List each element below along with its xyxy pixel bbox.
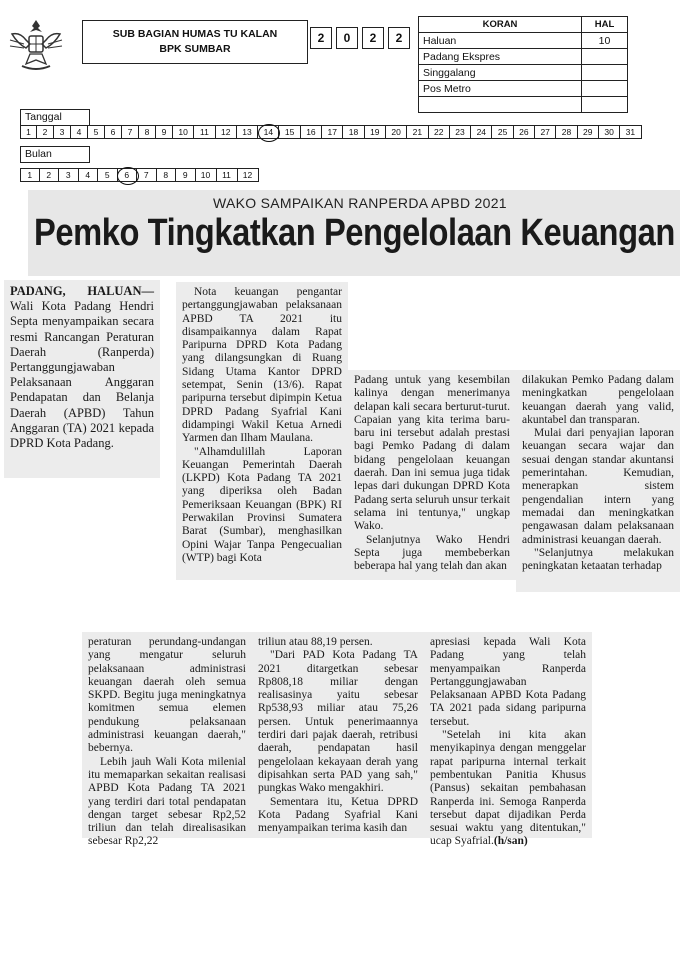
- article-paragraph: Selanjutnya Wako Hendri Septa juga membeberkan beberapa hal yang telah dan akan: [354, 533, 510, 573]
- newspaper-page: [582, 81, 628, 97]
- article-column-3: [348, 370, 516, 580]
- day-cell: 30: [599, 125, 620, 139]
- article-column-5: [82, 632, 252, 848]
- day-cell: 1: [20, 125, 37, 139]
- article-dateline: PADANG, HALUAN—: [10, 284, 154, 298]
- day-cell: 17: [322, 125, 343, 139]
- article-column-2: [176, 282, 348, 580]
- day-cell: 10: [173, 125, 194, 139]
- article-paragraph: Lebih jauh Wali Kota milenial itu memaparkan sekaitan realisasi APBD Kota Padang TA 2021 yang terdiri dari total pendapatan dengan target sebesar Rp2,52 triliun dan telah direalisasikan sebesar Rp2,22: [88, 755, 246, 848]
- day-cell: 23: [450, 125, 471, 139]
- article-paragraph: Sementara itu, Ketua DPRD Kota Padang Syafrial Kani menyampaikan terima kasih dan: [258, 795, 418, 835]
- article-paragraph: Padang untuk yang kesembilan kalinya dengan menerimanya delapan kali secara berturut-turut. Capaian yang kita terima baru-baru ini tersebut adalah prestasi bagi Pemko Padang di dalam bidang pengelolaan keuangan daerah. Dan ini semua juga tidak lepas dari dukungan DPRD Kota Padang serta seluruh unsur terkait selama ini tentunya," ungkap Wako.: [354, 374, 510, 533]
- article-paragraph: "Selanjutnya melakukan peningkatan ketaatan terhadap: [522, 546, 674, 573]
- day-cell: 18: [343, 125, 364, 139]
- koran-header: KORAN: [419, 17, 582, 33]
- headline-block: [28, 190, 680, 276]
- bulan-label: Bulan: [20, 146, 90, 163]
- day-cell: 13: [237, 125, 258, 139]
- day-cell: 26: [514, 125, 535, 139]
- table-row: [419, 65, 628, 81]
- article-paragraph: "Dari PAD Kota Padang TA 2021 ditargetkan sebesar Rp808,18 miliar dengan realisasinya yaitu sebesar Rp538,93 miliar atau 75,26 persen. Untuk penerimaannya terdiri dari pajak daerah, retribusi daerah, pendapatan hasil pengelolaan kekayaan derah yang dipisahkan serta PAD yang sah," pungkas Wako mengakhiri.: [258, 649, 418, 795]
- year-box: [310, 27, 414, 49]
- day-cell: 27: [535, 125, 556, 139]
- table-row: [419, 49, 628, 65]
- day-cell: 9: [156, 125, 173, 139]
- year-digit: 2: [310, 27, 332, 49]
- day-cell: 4: [71, 125, 88, 139]
- year-digit: 2: [362, 27, 384, 49]
- tanggal-label: Tanggal: [20, 109, 90, 126]
- month-cell: 6: [118, 168, 138, 182]
- month-cell: 4: [79, 168, 99, 182]
- article-column-4: [516, 370, 680, 592]
- newspaper-name: [419, 97, 582, 113]
- article-paragraph: apresiasi kepada Wali Kota Padang yang telah menyampaikan Ranperda Pertanggungjawaban Pelaksanaan APBD Kota Padang TA 2021 pada sidang paripurna tersebut.: [430, 636, 586, 728]
- hal-header: HAL: [582, 17, 628, 33]
- day-cell: 22: [429, 125, 450, 139]
- day-cell: 12: [216, 125, 237, 139]
- article-paragraph: Mulai dari penyajian laporan keuangan secara wajar dan sesuai dengan standar akuntansi pemerintahan. Kemudian, menerapkan sistem pengendalian intern yang memadai dan meningkatkan pengawasan dalam pelaksanaan administrasi keuangan daerah.: [522, 427, 674, 546]
- day-cell: 14: [258, 125, 279, 139]
- article-column-7: [424, 632, 592, 848]
- day-selector: [20, 125, 642, 139]
- month-cell: 5: [98, 168, 118, 182]
- newspaper-page: [582, 49, 628, 65]
- year-digit: 0: [336, 27, 358, 49]
- month-selector: [20, 168, 259, 182]
- month-cell: 10: [196, 168, 217, 182]
- month-cell: 7: [137, 168, 157, 182]
- month-cell: 11: [217, 168, 238, 182]
- day-cell: 5: [88, 125, 105, 139]
- day-cell: 19: [365, 125, 386, 139]
- year-digit: 2: [388, 27, 410, 49]
- garuda-emblem-icon: [4, 14, 68, 78]
- month-cell: 2: [40, 168, 60, 182]
- month-cell: 1: [20, 168, 40, 182]
- article-paragraph: triliun atau 88,19 persen.: [258, 636, 373, 648]
- article-paragraph: "Alhamdulillah Laporan Keuangan Pemerintah Daerah (LKPD) Kota Padang TA 2021 yang diperiksa oleh Badan Pemeriksaan Keuangan (BPK) RI Perwakilan Provinsi Sumatera Barat (Sumbar), menghasilkan Opini Wajar Tanpa Pengecualian (WTP) bagi Kota: [182, 445, 342, 564]
- month-cell: 12: [238, 168, 259, 182]
- month-cell: 9: [176, 168, 196, 182]
- article-paragraph: Nota keuangan pengantar pertanggungjawaban pelaksanaan APBD TA 2021 itu disampaikannya dalam Rapat Paripurna DPRD Kota Padang yang dilangsungkan di Ruang Sidang Utama Kantor DPRD setempat, Senin (13/6). Rapat paripurna tersebut dipimpin Ketua DPRD Padang Syafrial Kani didampingi Wakil Ketua Arnedi Yarmen dan Ilham Maulana.: [182, 286, 342, 445]
- article-byline: (h/san): [493, 835, 528, 848]
- day-cell: 21: [407, 125, 428, 139]
- day-cell: 28: [556, 125, 577, 139]
- table-row: [419, 33, 628, 49]
- day-cell: 3: [54, 125, 71, 139]
- newspaper-name: Pos Metro: [419, 81, 582, 97]
- newspaper-page: [582, 97, 628, 113]
- article-kicker: WAKO SAMPAIKAN RANPERDA APBD 2021: [213, 195, 507, 211]
- day-cell: 7: [122, 125, 139, 139]
- table-row: [419, 97, 628, 113]
- day-cell: 2: [37, 125, 54, 139]
- article-column-1: [4, 280, 160, 478]
- month-cell: 8: [157, 168, 177, 182]
- department-line-1: SUB BAGIAN HUMAS TU KALAN: [112, 28, 278, 40]
- day-cell: 25: [492, 125, 513, 139]
- day-cell: 24: [471, 125, 492, 139]
- newspaper-table: [418, 16, 628, 113]
- day-cell: 20: [386, 125, 407, 139]
- day-cell: 29: [578, 125, 599, 139]
- article-lead: Wali Kota Padang Hendri Septa menyampaikan secara resmi Rancangan Peraturan Daerah (Ranperda) Pertanggungjawaban Pelaksanaan Anggaran Pendapatan dan Belanja Daerah (APBD) Tahun Anggaran (TA) 2021 kepada DPRD Kota Padang.: [10, 299, 154, 451]
- newspaper-page: 10: [582, 33, 628, 49]
- department-line-2: BPK SUMBAR: [159, 43, 231, 55]
- day-cell: 11: [194, 125, 215, 139]
- table-row: [419, 81, 628, 97]
- article-paragraph: "Setelah ini kita akan menyikapinya dengan menggelar rapat paripurna internal terkait pembentukan Panitia Khusus (Pansus) sekaitan pembahasan Ranperda ini. Semoga Ranperda tersebut dapat dijadikan Perda sesuai waktu yang ditentukan," ucap Syafrial.: [430, 729, 586, 848]
- day-cell: 8: [139, 125, 156, 139]
- article-column-6: [252, 632, 424, 838]
- newspaper-page: [582, 65, 628, 81]
- day-cell: 15: [279, 125, 300, 139]
- day-cell: 31: [620, 125, 641, 139]
- newspaper-name: Singgalang: [419, 65, 582, 81]
- day-cell: 16: [301, 125, 322, 139]
- article-paragraph: dilakukan Pemko Padang dalam meningkatkan pengelolaan keuangan daerah yang valid, akuntabel dan transparan.: [522, 374, 674, 426]
- newspaper-name: Haluan: [419, 33, 582, 49]
- article-headline: Pemko Tingkatkan Pengelolaan Keuangan: [34, 212, 675, 254]
- newspaper-name: Padang Ekspres: [419, 49, 582, 65]
- department-box: [82, 20, 308, 64]
- day-cell: 6: [105, 125, 122, 139]
- month-cell: 3: [59, 168, 79, 182]
- article-paragraph: peraturan perundang-undangan yang mengatur seluruh pelaksanaan administrasi keuangan daerah oleh semua SKPD. Begitu juga meningkatnya komitmen semua elemen pendukung pelaksanaan administrasi keuangan daerah," bebernya.: [88, 636, 246, 755]
